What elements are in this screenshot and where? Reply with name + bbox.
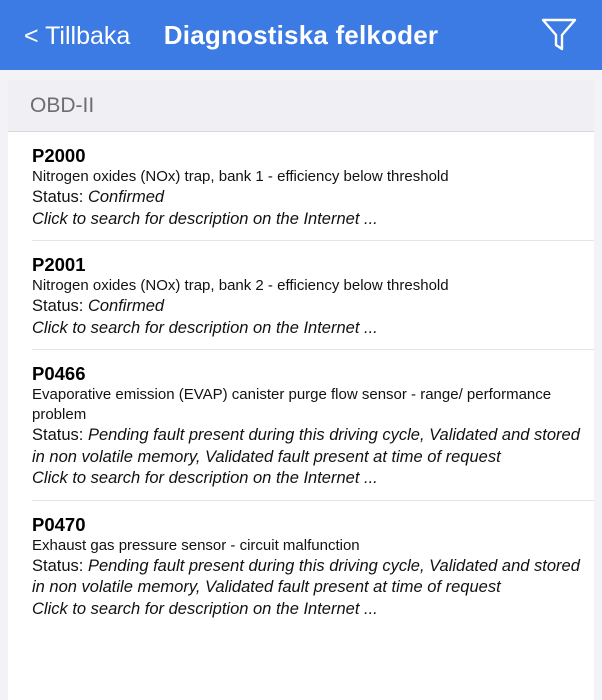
fault-code: P0466 [32,363,86,384]
search-internet-link[interactable]: Click to search for description on the Internet ... [32,209,378,228]
navigation-bar [0,0,602,70]
fault-description: Evaporative emission (EVAP) canister purge flow sensor - range/ performance problem [32,386,552,423]
filter-button[interactable] [540,17,578,53]
status-value: Pending fault present during this driving cycle, Validated and stored in non volatile memory, Validated fault present at time of request [32,426,580,466]
fault-code: P2000 [32,145,86,166]
fault-code-row[interactable] [32,132,594,241]
status-value: Pending fault present during this driving cycle, Validated and stored in non volatile memory, Validated fault present at time of request [32,556,580,596]
fault-code: P0470 [32,513,86,535]
fault-status [32,556,594,599]
content-area [0,70,602,700]
filter-icon [540,17,578,53]
fault-code-row[interactable] [32,350,594,501]
fault-status [32,425,594,468]
back-button[interactable]: < Tillbaka [24,22,131,50]
fault-description: Exhaust gas pressure sensor - circuit malfunction [32,536,360,554]
search-internet-link[interactable]: Click to search for description on the Internet ... [32,469,378,487]
fault-code-list [8,132,594,630]
fault-code-row[interactable] [32,501,594,631]
page-title: Diagnostiska felkoder [163,20,439,50]
search-internet-link[interactable]: Click to search for description on the Internet ... [32,599,378,618]
fault-description: Nitrogen oxides (NOx) trap, bank 1 - efficiency below threshold [32,168,449,185]
status-value: Confirmed [87,188,165,206]
fault-status [32,187,594,209]
status-label: Status: [32,297,88,315]
section-header-obd2: OBD-II [8,80,594,132]
fault-status [32,296,594,318]
status-label: Status: [32,426,88,444]
fault-code: P2001 [32,254,86,275]
fault-description: Nitrogen oxides (NOx) trap, bank 2 - efficiency below threshold [32,277,449,294]
fault-code-table [8,80,594,700]
fault-code-row[interactable] [32,241,594,350]
status-value: Confirmed [87,297,165,315]
status-label: Status: [32,556,88,575]
search-internet-link[interactable]: Click to search for description on the Internet ... [32,318,378,337]
status-label: Status: [32,188,88,206]
